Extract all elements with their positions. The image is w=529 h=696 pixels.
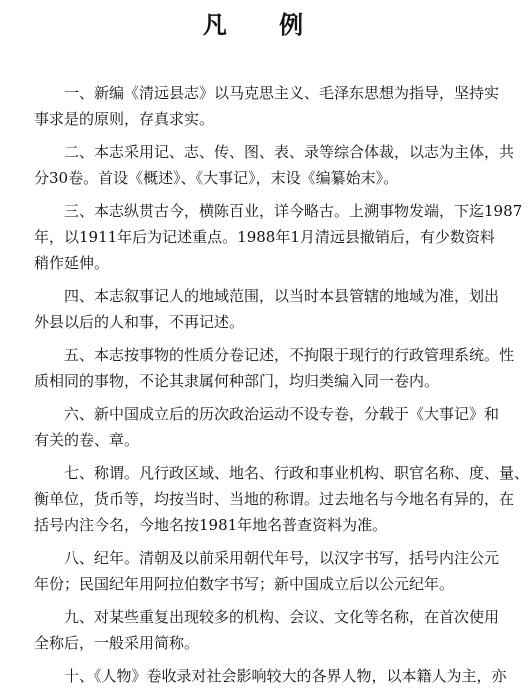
paragraph-line: 括号内注今名，今地名按1981年地名普查资料为准。 <box>34 516 388 534</box>
paragraph-line: 九、对某些重复出现较多的机构、会议、文化等名称，在首次使用 <box>64 608 500 626</box>
paragraph-line: 五、本志按事物的性质分卷记述，不拘限于现行的行政管理系统。性 <box>64 346 515 364</box>
page-title: 凡 例 <box>202 10 326 39</box>
paragraph-9 <box>4 604 500 656</box>
paragraph-line: 衡单位，货币等，均按当时、当地的称谓。过去地名与今地名有异的，在 <box>34 490 515 508</box>
paragraph-line: 质相同的事物，不论其隶属何种部门，均归类编入同一卷内。 <box>34 372 440 390</box>
paragraph-line: 事求是的原则，存真求实。 <box>34 110 215 128</box>
paragraph-5 <box>4 342 515 394</box>
paragraph-line: 二、本志采用记、志、传、图、表、录等综合体裁，以志为主体，共 <box>64 143 515 161</box>
paragraph-7 <box>4 460 529 538</box>
paragraph-line: 十、《人物》卷收录对社会影响较大的各界人物，以本籍人为主，亦 <box>64 667 507 685</box>
paragraph-line: 四、本志叙事记人的地域范围，以当时本县管辖的地域为准，划出 <box>64 287 500 305</box>
paragraph-line: 全称后，一般采用简称。 <box>34 634 200 652</box>
document-body <box>4 80 529 696</box>
paragraph-line: 六、新中国成立后的历次政治运动不设专卷，分载于《大事记》和 <box>64 405 500 423</box>
paragraph-line: 一、新编《清远县志》以马克思主义、毛泽东思想为指导，坚持实 <box>64 84 500 102</box>
paragraph-10 <box>4 663 507 689</box>
paragraph-line: 年，以1911年后为记述重点。1988年1月清远县撤销后，有少数资料 <box>34 228 495 246</box>
paragraph-1 <box>4 80 500 132</box>
paragraph-6 <box>4 401 500 453</box>
paragraph-line: 七、称谓。凡行政区域、地名、行政和事业机构、职官名称、度、量、 <box>64 464 529 482</box>
paragraph-line: 外县以后的人和事，不再记述。 <box>34 313 245 331</box>
paragraph-line: 稍作延伸。 <box>34 254 110 272</box>
paragraph-line: 年份；民国纪年用阿拉伯数字书写；新中国成立后以公元纪年。 <box>34 575 455 593</box>
paragraph-2 <box>4 139 515 191</box>
paragraph-line: 分30卷。首设《概述》、《大事记》，末设《编纂始末》。 <box>34 169 399 187</box>
paragraph-4 <box>4 283 500 335</box>
paragraph-8 <box>4 545 500 597</box>
paragraph-line: 八、纪年。清朝及以前采用朝代年号，以汉字书写，括号内注公元 <box>64 549 500 567</box>
paragraph-3 <box>4 198 523 276</box>
paragraph-line: 有关的卷、章。 <box>34 431 140 449</box>
paragraph-line: 三、本志纵贯古今，横陈百业，详今略古。上溯事物发端，下迄1987 <box>64 202 523 220</box>
